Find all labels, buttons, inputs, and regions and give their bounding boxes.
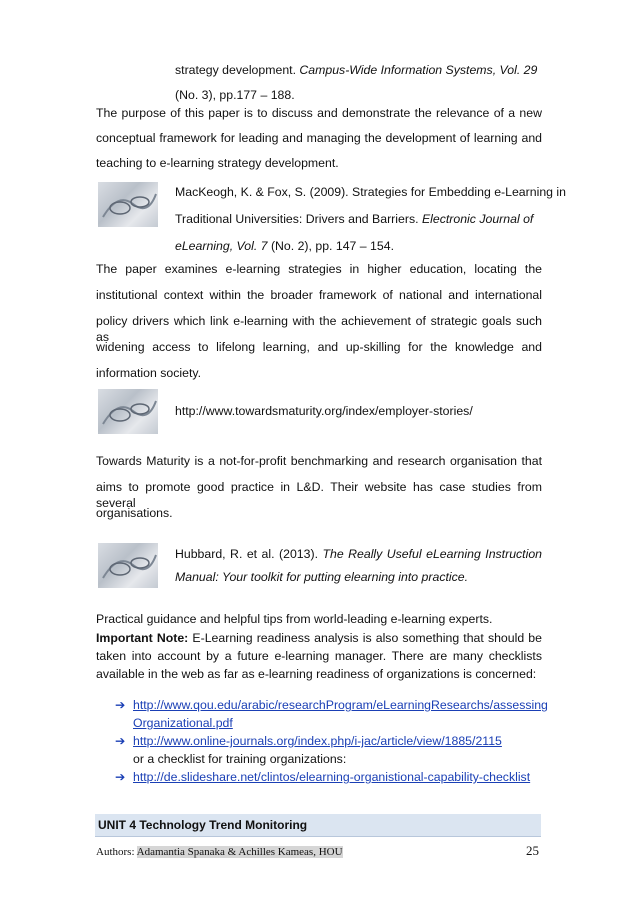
paragraph-4: Practical guidance and helpful tips from world-leading e-learning experts. (96, 612, 493, 626)
link-list-item-1-cont (133, 715, 233, 731)
arrow-right-icon: ➔ (115, 698, 126, 712)
book-thumbnail-image (98, 543, 158, 588)
important-note: Important Note: E-Learning readiness analysis is also something that should be taken into account by a future e-learning manager. There are many checklists available in the web as far as e-learning readiness of organizations is concerned: (96, 631, 542, 681)
link-list-item-3 (115, 769, 530, 785)
reference-1-line-1: strategy development. Campus-Wide Information Systems, Vol. 29 (175, 63, 538, 77)
page-number: 25 (526, 843, 539, 858)
reference-1-line-2: (No. 3), pp.177 – 188. (175, 88, 295, 102)
online-journals-link[interactable]: http://www.online-journals.org/index.php/i-jac/article/view/1885/2115 (133, 734, 502, 748)
qou-checklist-link-cont[interactable]: Organizational.pdf (133, 716, 233, 730)
book-thumbnail-image (98, 389, 158, 434)
reference-4-line-2: Manual: Your toolkit for putting elearning into practice. (175, 570, 469, 584)
paragraph-1: The purpose of this paper is to discuss and demonstrate the relevance of a new conceptual framework for leading and managing the development of learning and teaching to e-learning strategy development. (96, 106, 542, 170)
reference-2-line-1: MacKeogh, K. & Fox, S. (2009). Strategies for Embedding e-Learning in (175, 185, 566, 199)
reference-4-line-1: Hubbard, R. et al. (2013). The Really Useful eLearning Instruction (175, 547, 543, 561)
book-thumbnail-image (98, 182, 158, 227)
qou-checklist-link[interactable]: http://www.qou.edu/arabic/researchProgram/eLearningResearchs/assessing (133, 698, 548, 712)
training-checklist-note: or a checklist for training organizations: (133, 752, 347, 766)
reference-2-line-3: eLearning, Vol. 7 (No. 2), pp. 147 – 154. (175, 239, 394, 253)
authors-line: Authors: Adamantia Spanaka & Achilles Kameas, HOU (96, 846, 343, 858)
reference-3-url: http://www.towardsmaturity.org/index/employer-stories/ (175, 404, 473, 418)
arrow-right-icon: ➔ (115, 734, 126, 748)
reference-2-line-2: Traditional Universities: Drivers and Barriers. Electronic Journal of (175, 212, 534, 226)
paragraph-3: Towards Maturity is a not-for-profit benchmarking and research organisation that aims to promote good practice in L&D. Their website has case studies from several organisations. (96, 454, 542, 520)
paragraph-2: The paper examines e-learning strategies in higher education, locating the institutional context within the broader framework of national and international policy drivers which link e-learning with the achievement of strategic goals such as widening access to lifelong learning, and up-skilling for the knowledge and information society. (96, 262, 542, 380)
slideshare-checklist-link[interactable]: http://de.slideshare.net/clintos/elearning-organistional-capability-checklist (133, 770, 531, 784)
unit-footer-bar (95, 814, 541, 837)
unit-title: UNIT 4 Technology Trend Monitoring (98, 818, 308, 832)
arrow-right-icon: ➔ (115, 770, 126, 784)
link-list-item-2 (115, 733, 502, 749)
link-list-item-1 (115, 697, 548, 713)
important-note-label: Important Note: (96, 631, 189, 645)
